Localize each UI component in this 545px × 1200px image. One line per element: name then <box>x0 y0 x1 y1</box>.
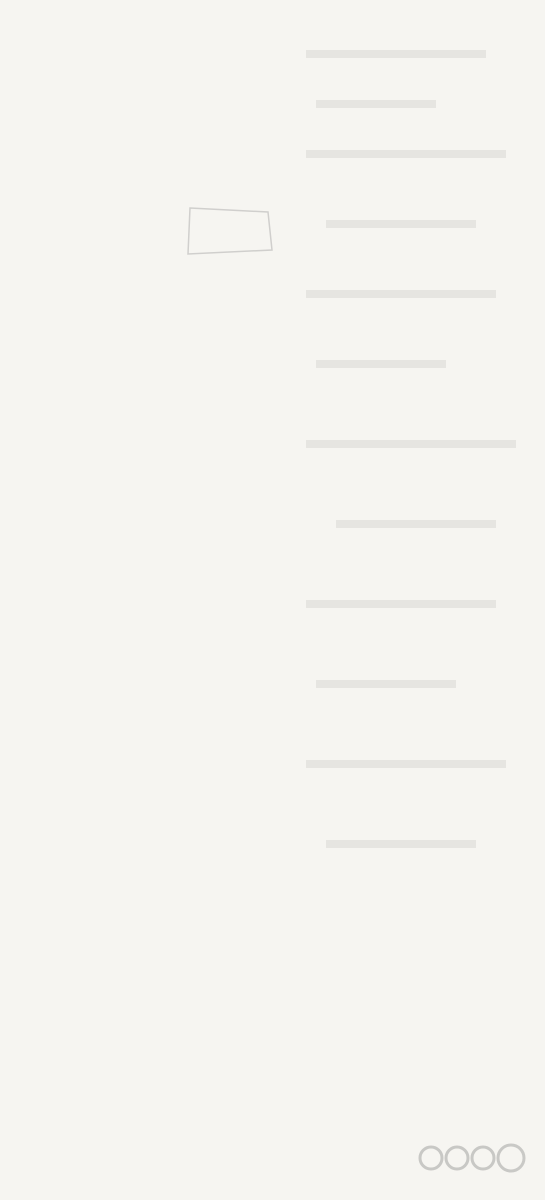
bleed-through-texture <box>296 40 531 900</box>
watermark-stamp <box>180 200 280 260</box>
answer-key-content <box>16 49 531 51</box>
site-logo <box>417 1138 537 1194</box>
